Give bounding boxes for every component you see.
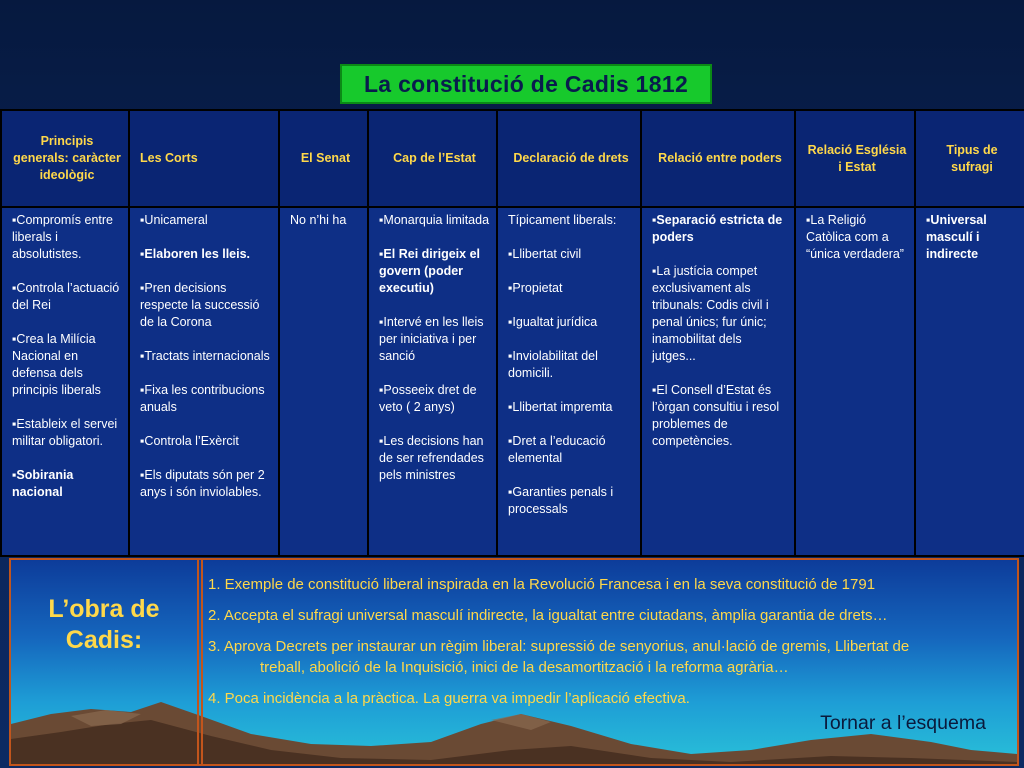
cell-item: ▪Separació estricta de poders xyxy=(652,213,783,244)
point-4-text: 4. Poca incidència a la pràctica. La guerra va impedir l’aplicació efectiva. xyxy=(208,690,690,707)
point-3-text: 3. Aprova Decrets per instaurar un règim liberal: supressió de senyorius, anul·lació de gremis, Llibertat de xyxy=(208,638,910,655)
header-senat: El Senat xyxy=(279,110,368,207)
cell-item: ▪Estableix el servei militar obligatori. xyxy=(12,417,118,448)
slide-title-box xyxy=(340,64,712,104)
constitution-table xyxy=(0,109,1024,557)
cell-item: ▪El Rei dirigeix el govern (poder executiu) xyxy=(379,247,480,295)
header-cap-estat: Cap de l’Estat xyxy=(368,110,497,207)
header-drets: Declaració de drets xyxy=(497,110,641,207)
col-drets xyxy=(497,207,641,556)
header-esglesia-estat: Relació Església i Estat xyxy=(795,110,915,207)
header-sufragi: Tipus de sufragi xyxy=(915,110,1024,207)
cell-item: No n’hi ha xyxy=(290,213,347,227)
points-list xyxy=(208,574,1008,719)
cell-item: ▪Crea la Milícia Nacional en defensa dels principis liberals xyxy=(12,332,101,397)
cell-item: Típicament liberals: xyxy=(508,213,617,227)
col-senat xyxy=(279,207,368,556)
cell-item: ▪Unicameral xyxy=(140,213,208,227)
slide-title: La constitució de Cadis 1812 xyxy=(363,70,689,97)
header-relacio-poders: Relació entre poders xyxy=(641,110,795,207)
cell-item: ▪Propietat xyxy=(508,281,563,295)
point-3-continuation: treball, abolició de la Inquisició, inici de la desamortització i la reforma agrària… xyxy=(260,659,789,676)
cell-item: ▪Elaboren les lleis. xyxy=(140,247,251,261)
cell-item: ▪La justícia compet exclusivament als tribunals: Codis civil i penal únics; fur únic; inamobilitat dels jutges... xyxy=(652,264,769,363)
col-cap-estat xyxy=(368,207,497,556)
point-3 xyxy=(208,636,1008,678)
col-corts xyxy=(129,207,279,556)
col-relacio-poders xyxy=(641,207,795,556)
point-2 xyxy=(208,605,1008,626)
cell-item: ▪Dret a l’educació elemental xyxy=(508,434,606,465)
cell-item: ▪Pren decisions respecte la successió de la Corona xyxy=(140,281,260,329)
cell-item: ▪Les decisions han de ser refrendades pels ministres xyxy=(379,434,484,482)
col-esglesia-estat xyxy=(795,207,915,556)
summary-panel xyxy=(9,558,1019,766)
cell-item: ▪Igualtat jurídica xyxy=(508,315,598,329)
cell-item: ▪Sobirania nacional xyxy=(12,468,74,499)
cell-item: ▪Fixa les contribucions anuals xyxy=(140,383,265,414)
cell-item: ▪Monarquia limitada xyxy=(379,213,490,227)
point-1-text: 1. Exemple de constitució liberal inspirada en la Revolució Francesa i en la seva constitució de 1791 xyxy=(208,576,876,593)
cell-item: ▪Intervé en les lleis per iniciativa i per sanció xyxy=(379,315,484,363)
point-1 xyxy=(208,574,1008,595)
cell-item: ▪Tractats internacionals xyxy=(140,349,270,363)
cell-item: ▪Llibertat impremta xyxy=(508,400,613,414)
table-body-row xyxy=(1,207,1024,556)
cell-item: ▪La Religió Catòlica com a “única verdadera” xyxy=(806,213,904,261)
panel-heading: L’obra de Cadis: xyxy=(48,595,160,654)
cell-item: ▪El Consell d’Estat és l’òrgan consultiu i resol problemes de competències. xyxy=(652,383,780,448)
cell-item: ▪Inviolabilitat del domicili. xyxy=(508,349,598,380)
cell-item: ▪Compromís entre liberals i absolutistes. xyxy=(12,213,113,261)
header-corts: Les Corts xyxy=(129,110,279,207)
cell-item: ▪Els diputats són per 2 anys i són inviolables. xyxy=(140,468,265,499)
back-to-outline-link[interactable]: Tornar a l’esquema xyxy=(820,711,986,734)
panel-divider xyxy=(197,560,203,764)
point-4 xyxy=(208,688,1008,709)
table-header-row xyxy=(1,110,1024,207)
cell-item: ▪Garanties penals i processals xyxy=(508,485,614,516)
cell-item: ▪Posseeix dret de veto ( 2 anys) xyxy=(379,383,477,414)
cell-item: ▪Controla l’Exèrcit xyxy=(140,434,239,448)
point-2-text: 2. Accepta el sufragi universal masculí indirecte, la igualtat entre ciutadans, àmplia garantia de drets… xyxy=(208,607,888,624)
cell-item: ▪Controla l’actuació del Rei xyxy=(12,281,120,312)
col-sufragi xyxy=(915,207,1024,556)
header-principis: Principis generals: caràcter ideològic xyxy=(1,110,129,207)
cell-item: ▪Universal masculí i indirecte xyxy=(926,213,987,261)
col-principis xyxy=(1,207,129,556)
cell-item: ▪Llibertat civil xyxy=(508,247,582,261)
